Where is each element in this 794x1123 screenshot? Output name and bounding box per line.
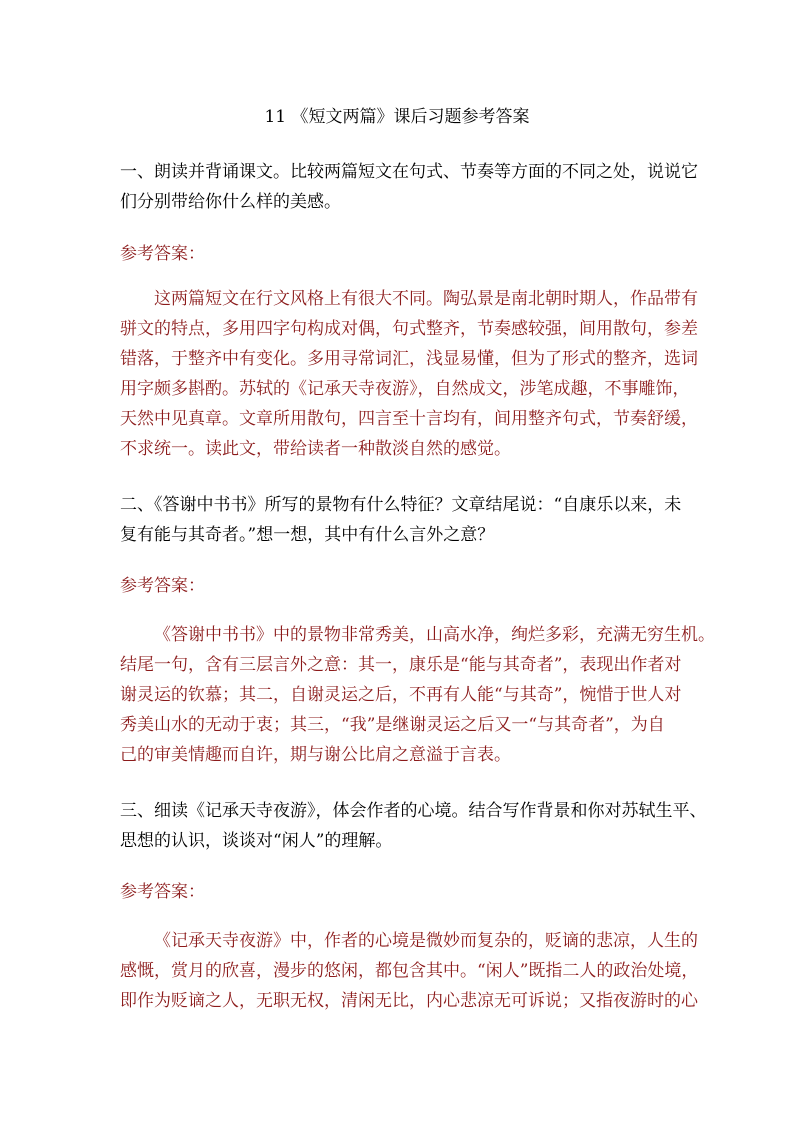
answer-2-line-4: 秀美山水的无动于衷；其三，“我”是继谢灵运之后又一“与其奇者”，为自 bbox=[120, 715, 665, 735]
answer-3-line-1: 《记承天寺夜游》中，作者的心境是微妙而复杂的，贬谪的悲凉，人生的 bbox=[154, 931, 698, 951]
answer-1-line-6: 不求统一。读此文，带给读者一种散淡自然的感觉。 bbox=[120, 439, 511, 459]
answer-1 bbox=[120, 284, 698, 464]
answer-1-line-5: 天然中见真章。文章所用散句，四言至十言均有，间用整齐句式，节奏舒缓， bbox=[120, 409, 698, 429]
answer-label-2: 参考答案： bbox=[120, 576, 205, 596]
answer-2-line-1: 《答谢中书书》中的景物非常秀美，山高水净，绚烂多彩，充满无穷生机。 bbox=[154, 625, 715, 645]
answer-2-line-2: 结尾一句，含有三层言外之意：其一，康乐是“能与其奇者”，表现出作者对 bbox=[120, 655, 682, 675]
question-2 bbox=[120, 490, 680, 550]
answer-2-line-3: 谢灵运的钦慕；其二，自谢灵运之后，不再有人能“与其奇”，惋惜于世人对 bbox=[120, 685, 682, 705]
answer-1-line-4: 用字颇多斟酌。苏轼的《记承天寺夜游》，自然成文，涉笔成趣，不事雕饰， bbox=[120, 379, 690, 399]
answer-1-line-1: 这两篇短文在行文风格上有很大不同。陶弘景是南北朝时期人，作品带有 bbox=[154, 289, 698, 309]
answer-2-line-5: 己的审美情趣而自许，期与谢公比肩之意溢于言表。 bbox=[120, 745, 511, 765]
question-3 bbox=[120, 796, 707, 856]
question-1 bbox=[120, 157, 698, 217]
answer-1-line-2: 骈文的特点，多用四字句构成对偶，句式整齐，节奏感较强，间用散句，参差 bbox=[120, 319, 698, 339]
question-3-line-2: 思想的认识，谈谈对“闲人”的理解。 bbox=[120, 831, 393, 851]
question-1-line-1: 一、朗读并背诵课文。比较两篇短文在句式、节奏等方面的不同之处，说说它 bbox=[120, 162, 698, 182]
answer-1-line-3: 错落，于整齐中有变化。多用寻常词汇，浅显易懂，但为了形式的整齐，选词 bbox=[120, 349, 698, 369]
answer-3-line-3: 即作为贬谪之人，无职无权，清闲无比，内心悲凉无可诉说；又指夜游时的心 bbox=[120, 991, 698, 1011]
question-1-line-2: 们分别带给你什么样的美感。 bbox=[120, 192, 341, 212]
answer-label-1: 参考答案： bbox=[120, 244, 205, 264]
answer-3 bbox=[120, 926, 699, 1016]
answer-3-line-2: 感慨，赏月的欣喜，漫步的悠闲，都包含其中。“闲人”既指二人的政治处境， bbox=[120, 961, 699, 981]
page-title: 11 《短文两篇》课后习题参考答案 bbox=[264, 107, 530, 127]
answer-label-3: 参考答案： bbox=[120, 882, 205, 902]
answer-2 bbox=[120, 620, 715, 770]
question-2-line-1: 二、《答谢中书书》所写的景物有什么特征？文章结尾说：“自康乐以来，未 bbox=[120, 495, 682, 515]
question-3-line-1: 三、细读《记承天寺夜游》，体会作者的心境。结合写作背景和你对苏轼生平、 bbox=[120, 801, 707, 821]
question-2-line-2: 复有能与其奇者。”想一想，其中有什么言外之意？ bbox=[120, 525, 495, 545]
